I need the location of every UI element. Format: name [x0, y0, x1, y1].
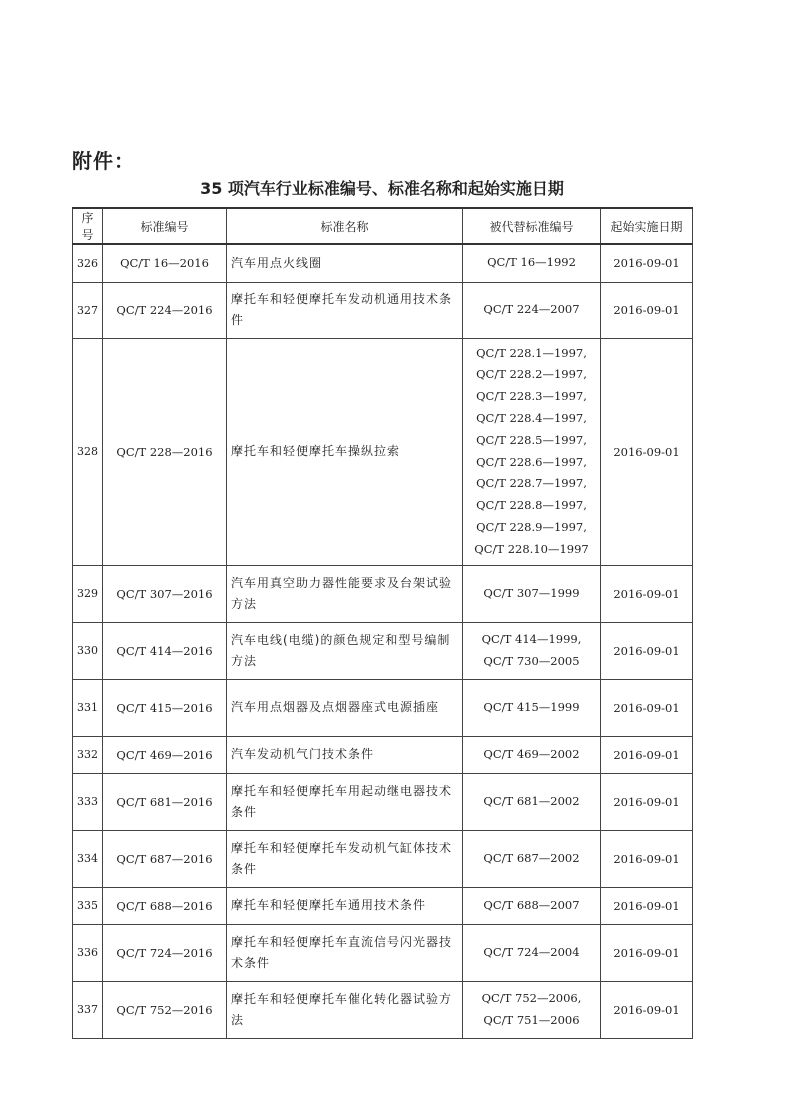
row-standard-name: 汽车用真空助力器性能要求及台架试验方法 — [227, 565, 463, 622]
row-standard-code: QC/T 228—2016 — [103, 338, 227, 565]
replaced-standard-code: QC/T 228.5—1997, — [476, 432, 587, 447]
row-standard-code: QC/T 224—2016 — [103, 282, 227, 338]
table-row — [73, 773, 693, 830]
row-start-date: 2016-09-01 — [601, 981, 693, 1038]
table-row — [73, 981, 693, 1038]
replaced-standard-code: QC/T 415—1999 — [483, 699, 580, 714]
replaced-standard-code: QC/T 688—2007 — [483, 897, 580, 912]
row-seq: 328 — [73, 338, 103, 565]
replaced-standard-code: QC/T 730—2005 — [483, 653, 580, 668]
table-row — [73, 282, 693, 338]
row-standard-name: 摩托车和轻便摩托车通用技术条件 — [227, 887, 463, 924]
row-standard-name: 摩托车和轻便摩托车操纵拉索 — [227, 338, 463, 565]
row-seq: 331 — [73, 679, 103, 736]
row-start-date: 2016-09-01 — [601, 244, 693, 282]
row-start-date: 2016-09-01 — [601, 338, 693, 565]
row-seq: 337 — [73, 981, 103, 1038]
row-standard-code: QC/T 724—2016 — [103, 924, 227, 981]
replaced-standard-code: QC/T 228.9—1997, — [476, 519, 587, 534]
replaced-standard-code: QC/T 228.3—1997, — [476, 389, 587, 404]
row-replaced-standards — [463, 736, 601, 773]
row-standard-code: QC/T 415—2016 — [103, 679, 227, 736]
replaced-standard-code: QC/T 681—2002 — [483, 793, 580, 808]
row-standard-name: 汽车用点烟器及点烟器座式电源插座 — [227, 679, 463, 736]
row-standard-name: 摩托车和轻便摩托车发动机通用技术条件 — [227, 282, 463, 338]
document-title: 35 项汽车行业标准编号、标准名称和起始实施日期 — [200, 179, 564, 198]
row-standard-name: 汽车发动机气门技术条件 — [227, 736, 463, 773]
table-header-row — [73, 208, 693, 244]
row-standard-code: QC/T 681—2016 — [103, 773, 227, 830]
replaced-standard-code: QC/T 687—2002 — [483, 850, 580, 865]
row-replaced-standards — [463, 981, 601, 1038]
replaced-standard-code: QC/T 752—2006, — [481, 990, 582, 1005]
row-start-date: 2016-09-01 — [601, 282, 693, 338]
standards-table — [72, 207, 693, 1039]
row-start-date: 2016-09-01 — [601, 830, 693, 887]
table-row — [73, 244, 693, 282]
row-seq: 327 — [73, 282, 103, 338]
column-header-name: 标准名称 — [227, 208, 463, 244]
column-header-date: 起始实施日期 — [601, 208, 693, 244]
row-standard-code: QC/T 414—2016 — [103, 622, 227, 679]
row-start-date: 2016-09-01 — [601, 773, 693, 830]
replaced-standard-code: QC/T 228.2—1997, — [476, 367, 587, 382]
table-row — [73, 736, 693, 773]
row-replaced-standards — [463, 679, 601, 736]
replaced-standard-code: QC/T 16—1992 — [487, 255, 576, 270]
row-standard-name: 汽车电线(电缆)的颜色规定和型号编制方法 — [227, 622, 463, 679]
row-replaced-standards — [463, 244, 601, 282]
column-header-seq: 序号 — [73, 208, 103, 244]
row-start-date: 2016-09-01 — [601, 924, 693, 981]
row-replaced-standards — [463, 565, 601, 622]
row-seq: 332 — [73, 736, 103, 773]
replaced-standard-code: QC/T 228.4—1997, — [476, 410, 587, 425]
row-start-date: 2016-09-01 — [601, 736, 693, 773]
replaced-standard-code: QC/T 224—2007 — [483, 302, 580, 317]
row-seq: 336 — [73, 924, 103, 981]
replaced-standard-code: QC/T 469—2002 — [483, 746, 580, 761]
row-standard-code: QC/T 688—2016 — [103, 887, 227, 924]
row-standard-code: QC/T 307—2016 — [103, 565, 227, 622]
row-replaced-standards — [463, 622, 601, 679]
row-standard-name: 摩托车和轻便摩托车发动机气缸体技术条件 — [227, 830, 463, 887]
row-seq: 329 — [73, 565, 103, 622]
table-row — [73, 830, 693, 887]
table-row — [73, 338, 693, 565]
table-row — [73, 622, 693, 679]
row-standard-code: QC/T 16—2016 — [103, 244, 227, 282]
row-standard-name: 摩托车和轻便摩托车直流信号闪光器技术条件 — [227, 924, 463, 981]
replaced-standard-code: QC/T 751—2006 — [483, 1012, 580, 1027]
column-header-replaced: 被代替标准编号 — [463, 208, 601, 244]
row-standard-name: 摩托车和轻便摩托车用起动继电器技术条件 — [227, 773, 463, 830]
table-row — [73, 887, 693, 924]
row-standard-code: QC/T 469—2016 — [103, 736, 227, 773]
replaced-standard-code: QC/T 307—1999 — [483, 585, 580, 600]
table-row — [73, 924, 693, 981]
replaced-standard-code: QC/T 228.6—1997, — [476, 454, 587, 469]
row-seq: 334 — [73, 830, 103, 887]
replaced-standard-code: QC/T 228.8—1997, — [476, 498, 587, 513]
row-replaced-standards — [463, 887, 601, 924]
row-replaced-standards — [463, 830, 601, 887]
row-replaced-standards — [463, 338, 601, 565]
row-start-date: 2016-09-01 — [601, 887, 693, 924]
replaced-standard-code: QC/T 228.10—1997 — [474, 541, 589, 556]
column-header-code: 标准编号 — [103, 208, 227, 244]
row-standard-name: 摩托车和轻便摩托车催化转化器试验方法 — [227, 981, 463, 1038]
row-standard-code: QC/T 687—2016 — [103, 830, 227, 887]
table-row — [73, 565, 693, 622]
row-seq: 326 — [73, 244, 103, 282]
row-seq: 335 — [73, 887, 103, 924]
row-replaced-standards — [463, 282, 601, 338]
replaced-standard-code: QC/T 228.1—1997, — [476, 345, 587, 360]
row-seq: 330 — [73, 622, 103, 679]
row-standard-name: 汽车用点火线圈 — [227, 244, 463, 282]
table-row — [73, 679, 693, 736]
row-seq: 333 — [73, 773, 103, 830]
row-replaced-standards — [463, 773, 601, 830]
replaced-standard-code: QC/T 724—2004 — [483, 944, 580, 959]
replaced-standard-code: QC/T 414—1999, — [481, 631, 582, 646]
row-replaced-standards — [463, 924, 601, 981]
replaced-standard-code: QC/T 228.7—1997, — [476, 476, 587, 491]
row-start-date: 2016-09-01 — [601, 622, 693, 679]
row-start-date: 2016-09-01 — [601, 679, 693, 736]
row-start-date: 2016-09-01 — [601, 565, 693, 622]
attachment-label: 附件： — [72, 149, 135, 173]
row-standard-code: QC/T 752—2016 — [103, 981, 227, 1038]
